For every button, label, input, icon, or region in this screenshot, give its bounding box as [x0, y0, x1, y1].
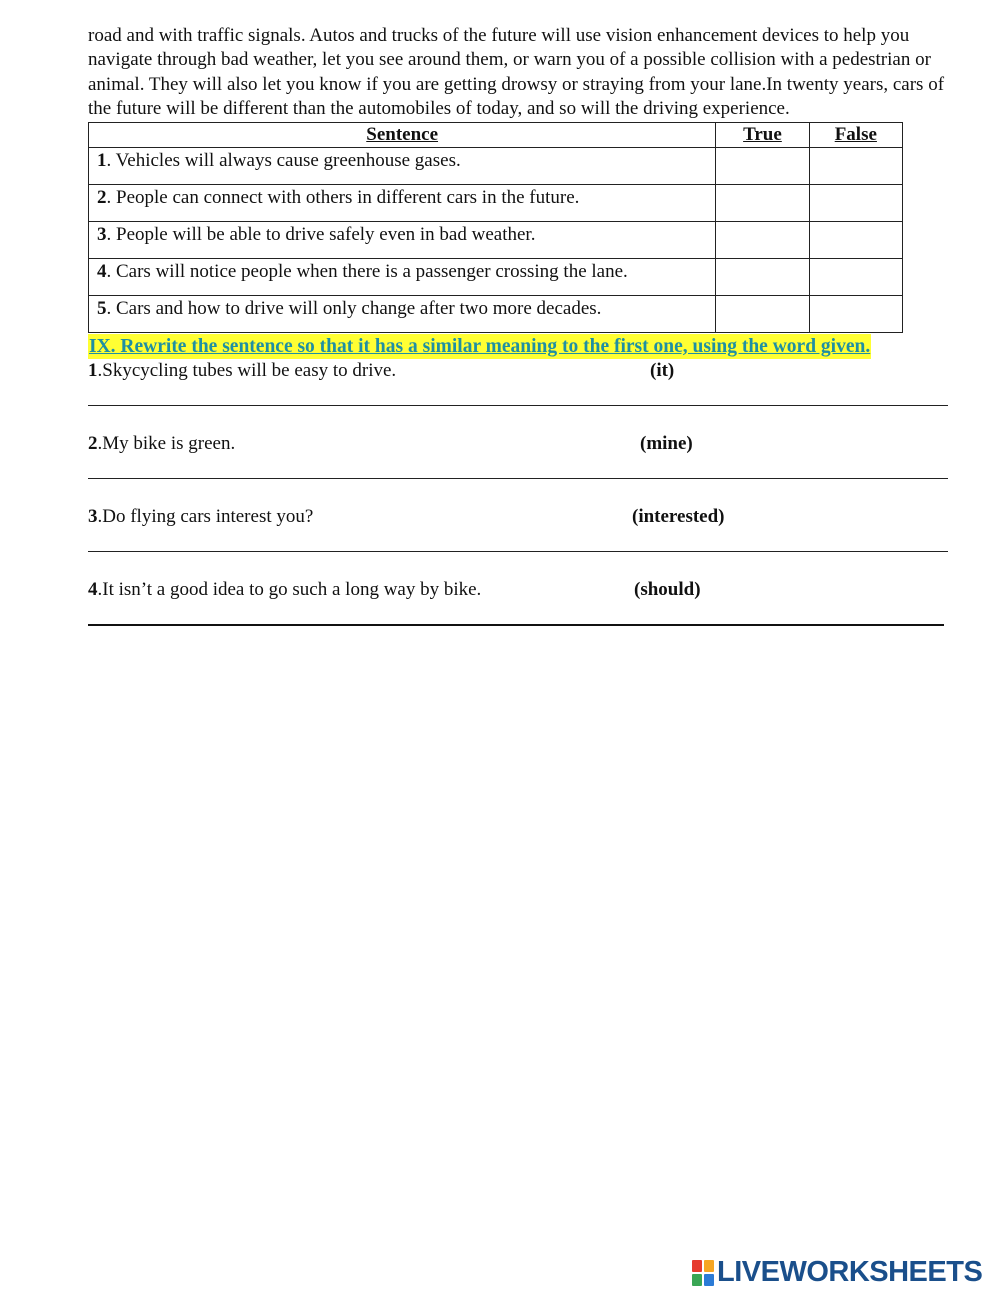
- liveworksheets-logo: [692, 1256, 982, 1289]
- answer-line[interactable]: [88, 478, 948, 479]
- given-word: (interested): [632, 505, 725, 527]
- table-row: [89, 147, 903, 184]
- rewrite-sentence: [88, 432, 235, 456]
- statement-text: . People will be able to drive safely even in bad weather.: [106, 223, 536, 245]
- rewrite-sentence: [88, 505, 313, 529]
- rewrite-number: 4: [88, 578, 98, 600]
- statement-number: 3: [97, 223, 107, 245]
- logo-text: LIVEWORKSHEETS: [717, 1256, 983, 1288]
- rewrite-item-2: [88, 432, 968, 505]
- rewrite-item-3: [88, 505, 968, 578]
- true-false-table: [88, 122, 903, 333]
- rewrite-item-4: [88, 578, 968, 651]
- header-true: True: [716, 122, 809, 147]
- statement-cell: [89, 184, 716, 221]
- rewrite-number: 2: [88, 432, 98, 454]
- false-answer-box[interactable]: [809, 184, 902, 221]
- given-word: (should): [634, 578, 701, 600]
- statement-number: 1: [97, 149, 107, 171]
- table-row: [89, 184, 903, 221]
- rewrite-item-1: [88, 359, 968, 432]
- section-ix-heading: IX. Rewrite the sentence so that it has a similar meaning to the first one, using the word given.: [89, 335, 871, 357]
- answer-line[interactable]: [88, 624, 944, 626]
- logo-blocks-icon: [692, 1260, 714, 1286]
- rewrite-number: 1: [88, 359, 98, 381]
- reading-passage: road and with traffic signals. Autos and trucks of the future will use vision enhancement devices to help you navigate through bad weather, let you see around them, or warn you of a possible collision with a pedestrian or animal. They will also let you know if you are getting drowsy or straying from your lane.In twenty years, cars of the future will be different than the automobiles of today, and so will the driving experience.: [88, 25, 945, 120]
- false-answer-box[interactable]: [809, 221, 902, 258]
- answer-line[interactable]: [88, 551, 948, 552]
- statement-number: 4: [97, 260, 107, 282]
- rewrite-number: 3: [88, 505, 98, 527]
- true-answer-box[interactable]: [716, 258, 809, 295]
- statement-text: . People can connect with others in different cars in the future.: [106, 186, 580, 208]
- statement-number: 2: [97, 186, 107, 208]
- answer-line[interactable]: [88, 405, 948, 406]
- true-answer-box[interactable]: [716, 147, 809, 184]
- header-sentence: Sentence: [89, 122, 716, 147]
- statement-number: 5: [97, 297, 107, 319]
- rewrite-sentence: [88, 359, 396, 383]
- rewrite-text: .Do flying cars interest you?: [97, 505, 314, 527]
- rewrite-text: .Skycycling tubes will be easy to drive.: [97, 359, 397, 381]
- statement-cell: [89, 221, 716, 258]
- header-false: False: [809, 122, 902, 147]
- true-answer-box[interactable]: [716, 184, 809, 221]
- given-word: (mine): [640, 432, 693, 454]
- statement-cell: [89, 295, 716, 332]
- statement-text: . Cars will notice people when there is a passenger crossing the lane.: [106, 260, 628, 282]
- false-answer-box[interactable]: [809, 258, 902, 295]
- statement-text: . Cars and how to drive will only change after two more decades.: [106, 297, 602, 319]
- table-row: [89, 295, 903, 332]
- table-row: [89, 258, 903, 295]
- table-row: [89, 221, 903, 258]
- worksheet-page: [88, 24, 968, 651]
- true-answer-box[interactable]: [716, 221, 809, 258]
- rewrite-sentence: [88, 578, 481, 602]
- false-answer-box[interactable]: [809, 295, 902, 332]
- rewrite-text: .My bike is green.: [97, 432, 236, 454]
- table-header-row: [89, 122, 903, 147]
- given-word: (it): [650, 359, 675, 381]
- rewrite-text: .It isn’t a good idea to go such a long way by bike.: [97, 578, 482, 600]
- statement-cell: [89, 258, 716, 295]
- statement-cell: [89, 147, 716, 184]
- true-answer-box[interactable]: [716, 295, 809, 332]
- statement-text: . Vehicles will always cause greenhouse gases.: [106, 149, 461, 171]
- false-answer-box[interactable]: [809, 147, 902, 184]
